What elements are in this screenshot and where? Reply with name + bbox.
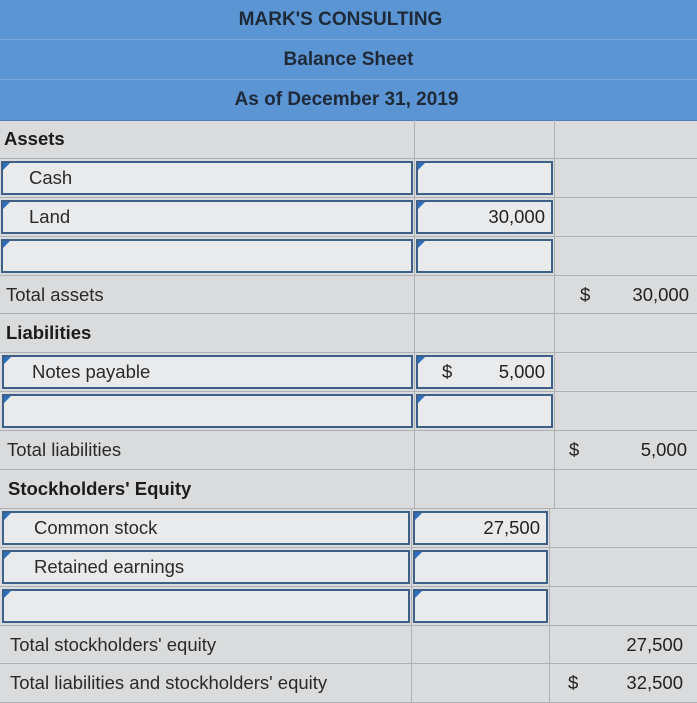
cash-amount-input[interactable] xyxy=(416,161,553,195)
equity-blank-row xyxy=(0,587,697,626)
retained-earnings-label: Retained earnings xyxy=(34,555,185,577)
total-assets-row xyxy=(0,276,697,315)
liability-blank-label-input[interactable] xyxy=(2,394,413,428)
input-flag-icon xyxy=(4,357,11,364)
total-liabilities-dollar: $ xyxy=(569,439,580,461)
notes-payable-label: Notes payable xyxy=(32,361,151,383)
equity-heading: Stockholders' Equity xyxy=(8,477,192,499)
total-liabilities-row xyxy=(0,431,697,470)
input-flag-icon xyxy=(4,396,11,403)
land-label-input[interactable] xyxy=(1,200,413,234)
assets-heading-row xyxy=(0,120,697,159)
liabilities-heading-row xyxy=(0,314,697,353)
retained-earnings-label-input[interactable] xyxy=(2,550,410,584)
asset-blank-amount-input[interactable] xyxy=(416,239,553,273)
common-stock-row xyxy=(0,509,697,548)
asset-blank-label-input[interactable] xyxy=(1,239,413,273)
notes-payable-label-input[interactable] xyxy=(2,355,413,389)
equity-blank-amount-input[interactable] xyxy=(413,589,548,623)
total-equity-row xyxy=(0,626,697,665)
input-flag-icon xyxy=(418,163,425,170)
common-stock-amount-input[interactable] xyxy=(413,511,548,545)
retained-earnings-amount-input[interactable] xyxy=(413,550,548,584)
sheet-header xyxy=(0,0,697,121)
total-assets-amount: 30,000 xyxy=(632,283,689,305)
company-name: MARK'S CONSULTING xyxy=(238,8,443,30)
liabilities-heading: Liabilities xyxy=(6,322,92,344)
total-assets-dollar: $ xyxy=(580,283,591,305)
cash-label: Cash xyxy=(29,166,73,188)
cash-row xyxy=(0,159,697,198)
notes-payable-amount: 5,000 xyxy=(498,361,545,383)
total-liabilities-equity-label: Total liabilities and stockholders' equity xyxy=(10,672,328,694)
notes-payable-row xyxy=(0,353,697,392)
input-flag-icon xyxy=(3,163,10,170)
input-flag-icon xyxy=(415,552,422,559)
land-amount-input[interactable] xyxy=(416,200,553,234)
statement-date: As of December 31, 2019 xyxy=(234,89,459,110)
land-row xyxy=(0,198,697,237)
input-flag-icon xyxy=(4,552,11,559)
total-liabilities-equity-dollar: $ xyxy=(568,672,579,694)
input-flag-icon xyxy=(3,202,10,209)
common-stock-label: Common stock xyxy=(34,516,158,538)
equity-heading-row xyxy=(0,470,697,509)
input-flag-icon xyxy=(4,591,11,598)
input-flag-icon xyxy=(415,591,422,598)
asset-blank-row xyxy=(0,237,697,276)
input-flag-icon xyxy=(418,357,425,364)
total-liabilities-equity-amount: 32,500 xyxy=(626,672,683,694)
land-amount: 30,000 xyxy=(488,205,545,227)
statement-title-row xyxy=(0,40,697,80)
company-name-row xyxy=(0,0,697,40)
total-equity-amount: 27,500 xyxy=(626,633,683,655)
total-assets-label: Total assets xyxy=(6,283,104,305)
liability-blank-row xyxy=(0,392,697,431)
statement-title: Balance Sheet xyxy=(283,48,414,70)
input-flag-icon xyxy=(3,241,10,248)
common-stock-label-input[interactable] xyxy=(2,511,410,545)
total-liabilities-label: Total liabilities xyxy=(7,439,122,461)
total-liabilities-equity-row xyxy=(0,664,697,703)
land-label: Land xyxy=(29,205,71,227)
total-equity-label: Total stockholders' equity xyxy=(10,633,217,655)
balance-sheet-grid xyxy=(0,120,697,703)
notes-payable-amount-input[interactable] xyxy=(416,355,553,389)
liability-blank-amount-input[interactable] xyxy=(416,394,553,428)
notes-payable-dollar: $ xyxy=(442,361,453,383)
input-flag-icon xyxy=(418,202,425,209)
input-flag-icon xyxy=(4,513,11,520)
cash-label-input[interactable] xyxy=(1,161,413,195)
total-liabilities-amount: 5,000 xyxy=(640,439,687,461)
input-flag-icon xyxy=(418,396,425,403)
statement-date-row xyxy=(0,80,697,120)
assets-heading: Assets xyxy=(4,127,65,149)
input-flag-icon xyxy=(418,241,425,248)
retained-earnings-row xyxy=(0,548,697,587)
common-stock-amount: 27,500 xyxy=(483,516,540,538)
equity-blank-label-input[interactable] xyxy=(2,589,410,623)
input-flag-icon xyxy=(415,513,422,520)
